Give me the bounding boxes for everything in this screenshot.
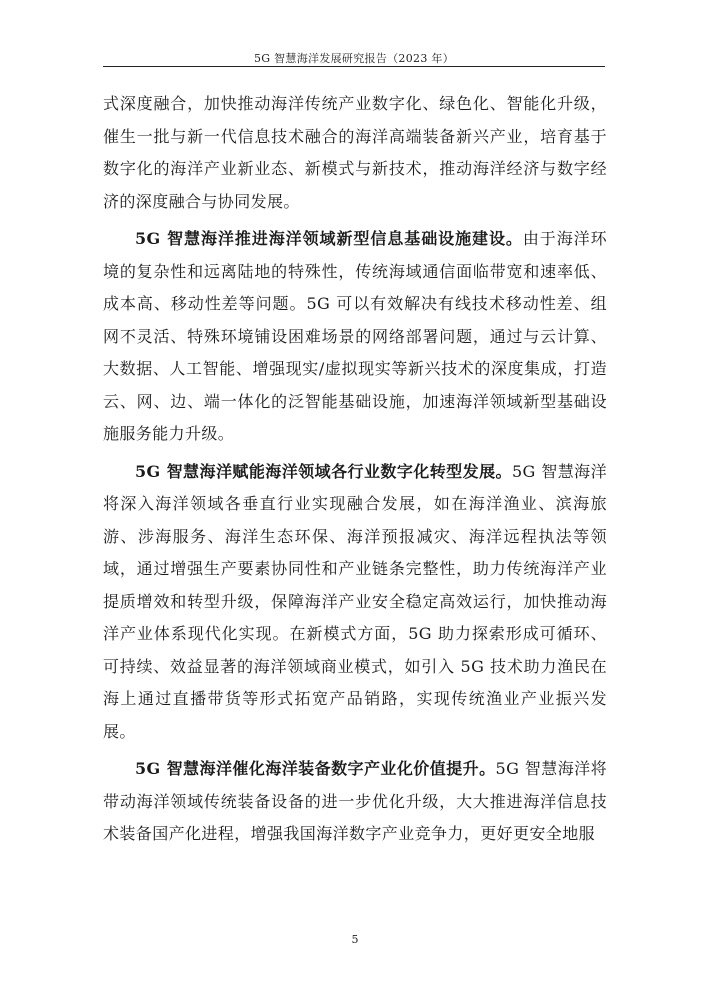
paragraph-text: 5G 智慧海洋将带动海洋领域传统装备设备的进一步优化升级，大大推进海洋信息技术装备国产化进程，增强我国海洋数字产业竞争力，更好更安全地服 (103, 759, 607, 843)
paragraph-lead: 5G 智慧海洋催化海洋装备数字产业化价值提升。 (135, 759, 496, 778)
paragraph-industry-transformation (103, 456, 607, 749)
paragraph-lead: 5G 智慧海洋推进海洋领域新型信息基础设施建设。 (135, 229, 523, 248)
header-divider (103, 66, 605, 67)
paragraph-lead: 5G 智慧海洋赋能海洋领域各行业数字化转型发展。 (135, 461, 512, 481)
paragraph-infrastructure (103, 223, 607, 451)
paragraph-continuation (103, 88, 607, 218)
paragraph-text: 由于海洋环境的复杂性和远离陆地的特殊性，传统海域通信面临带宽和速率低、成本高、移动性差等问题。5G 可以有效解决有线技术移动性差、组网不灵活、特殊环境铺设困难场景的网络部署问题，通过与云计算、大数据、人工智能、增强现实/虚拟现实等新兴技术的深度集成，打造云、网、边、端一体化的泛智能基础设施，加速海洋领域新型基础设施服务能力升级。 (103, 229, 607, 443)
page-number: 5 (351, 933, 359, 946)
running-header: 5G 智慧海洋发展研究报告（2023 年） (253, 52, 455, 65)
body-text (103, 88, 607, 856)
paragraph-text: 式深度融合，加快推动海洋传统产业数字化、绿色化、智能化升级，催生一批与新一代信息技术融合的海洋高端装备新兴产业，培育基于数字化的海洋产业新业态、新模式与新技术，推动海洋经济与数字经济的深度融合与协同发展。 (103, 94, 607, 211)
paragraph-text: 5G 智慧海洋将深入海洋领域各垂直行业实现融合发展，如在海洋渔业、滨海旅游、涉海服务、海洋生态环保、海洋预报减灾、海洋远程执法等领域，通过增强生产要素协同性和产业链条完整性，助力传统海洋产业提质增效和转型升级，保障海洋产业安全稳定高效运行，加快推动海洋产业体系现代化实现。在新模式方面，5G 助力探索形成可循环、可持续、效益显著的海洋领域商业模式，如引入 5G 技术助力渔民在海上通过直播带货等形式拓宽产品销路，实现传统渔业产业振兴发展。 (103, 461, 607, 741)
paragraph-equipment-value (103, 753, 607, 851)
